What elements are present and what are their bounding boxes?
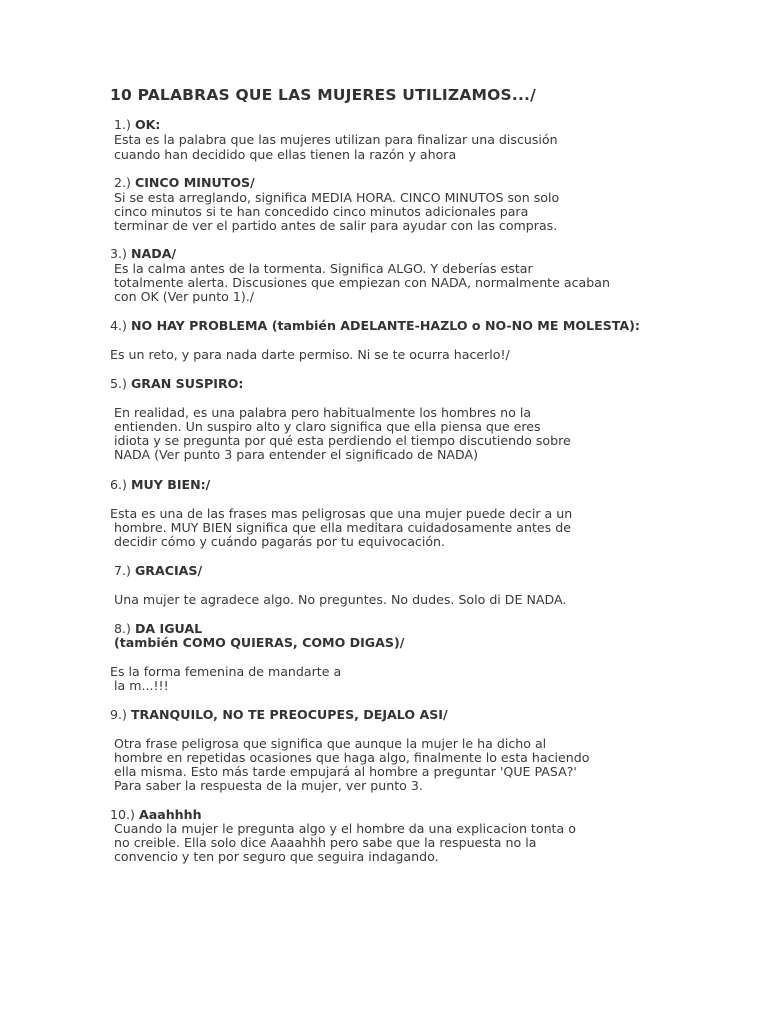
item-number: 7.) [114,563,131,578]
item-heading [110,478,210,492]
item-label: DA IGUAL [134,621,203,636]
item-label: OK: [134,117,161,132]
body-line: convencio y ten por seguro que seguira indagando. [114,849,439,864]
item-label: Aaahhhh [138,807,202,822]
item-label: MUY BIEN:/ [130,477,211,492]
item-heading [110,808,202,822]
item-heading [110,377,243,391]
item-heading [110,247,176,261]
item-label: NADA/ [130,246,177,261]
item-number: 10.) [110,807,135,822]
item-heading [114,622,202,636]
item-subheading [114,636,404,650]
item-number: 9.) [110,707,127,722]
body-line: Esta es una de las frases mas peligrosas que una mujer puede decir a un [110,506,573,521]
body-line: idiota y se pregunta por qué esta perdiendo el tiempo discutiendo sobre [114,433,571,448]
document-title: 10 PALABRAS QUE LAS MUJERES UTILIZAMOS.../ [110,86,536,104]
body-line: Es la calma antes de la tormenta. Significa ALGO. Y deberías estar [114,261,533,276]
body-line: Para saber la respuesta de la mujer, ver punto 3. [114,778,423,793]
body-line: la m...!!! [114,678,169,693]
body-line: Esta es la palabra que las mujeres utilizan para finalizar una discusión [114,132,558,147]
body-line: entienden. Un suspiro alto y claro significa que ella piensa que eres [114,419,541,434]
item-label: GRACIAS/ [134,563,203,578]
body-line: Es la forma femenina de mandarte a [110,664,342,679]
body-line: cinco minutos si te han concedido cinco minutos adicionales para [114,204,529,219]
item-number: 5.) [110,376,127,391]
item-number: 4.) [110,318,127,333]
body-line: decidir cómo y cuándo pagarás por tu equivocación. [114,534,446,549]
body-line: totalmente alerta. Discusiones que empiezan con NADA, normalmente acaban [114,275,610,290]
body-line: En realidad, es una palabra pero habitualmente los hombres no la [114,405,532,420]
item-number: 3.) [110,246,127,261]
item-heading [114,564,202,578]
item-number: 6.) [110,477,127,492]
body-line: Cuando la mujer le pregunta algo y el hombre da una explicacion tonta o [114,821,576,836]
body-line: Otra frase peligrosa que significa que aunque la mujer le ha dicho al [114,736,547,751]
body-line: no creible. Ella solo dice Aaaahhh pero sabe que la respuesta no la [114,835,537,850]
body-line: hombre. MUY BIEN significa que ella meditara cuidadosamente antes de [114,520,571,535]
item-label: NO HAY PROBLEMA (también ADELANTE-HAZLO o NO-NO ME MOLESTA): [130,318,640,333]
item-heading [114,118,160,132]
item-number: 1.) [114,117,131,132]
body-line: terminar de ver el partido antes de salir para ayudar con las compras. [114,218,558,233]
body-line: con OK (Ver punto 1)./ [114,289,255,304]
item-label: CINCO MINUTOS/ [134,175,255,190]
item-heading [110,708,448,722]
item-number: 8.) [114,621,131,636]
item-label-extra: (también COMO QUIERAS, COMO DIGAS)/ [114,635,405,650]
body-line: ella misma. Esto más tarde empujará al hombre a preguntar 'QUE PASA?' [114,764,577,779]
body-line: Si se esta arreglando, significa MEDIA HORA. CINCO MINUTOS son solo [114,190,560,205]
item-label: GRAN SUSPIRO: [130,376,244,391]
body-line: Es un reto, y para nada darte permiso. Ni se te ocurra hacerlo!/ [110,347,510,362]
body-line: hombre en repetidas ocasiones que haga algo, finalmente lo esta haciendo [114,750,590,765]
body-line: Una mujer te agradece algo. No preguntes. No dudes. Solo di DE NADA. [114,592,567,607]
item-heading [114,176,255,190]
item-label: TRANQUILO, NO TE PREOCUPES, DEJALO ASI/ [130,707,448,722]
body-line: NADA (Ver punto 3 para entender el significado de NADA) [114,447,479,462]
item-heading [110,319,640,333]
item-number: 2.) [114,175,131,190]
body-line: cuando han decidido que ellas tienen la razón y ahora [114,147,457,162]
